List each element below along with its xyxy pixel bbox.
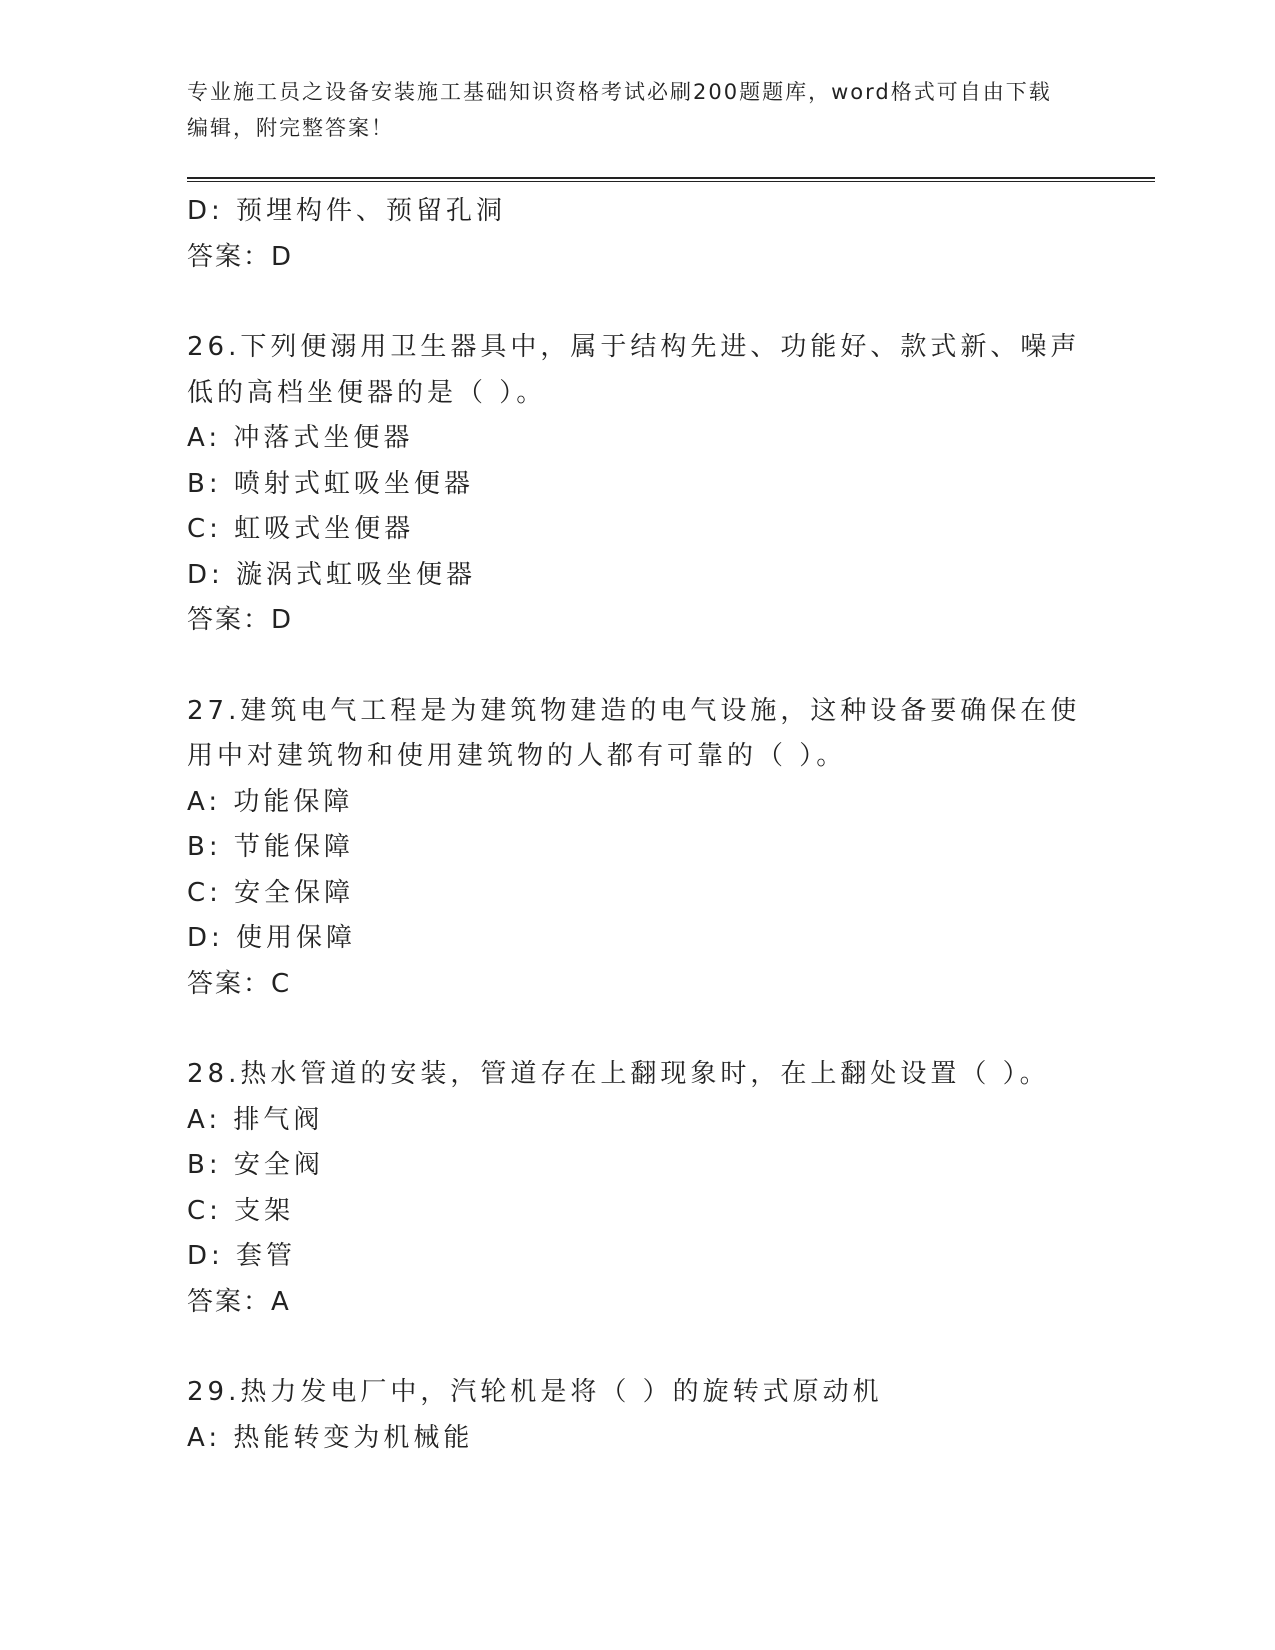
- option-b: B: 节能保障: [187, 832, 354, 862]
- question-stem: 26.下列便溺用卫生器具中，属于结构先进、功能好、款式新、噪声低的高档坐便器的是（ ）。: [187, 332, 1081, 408]
- question-26: [187, 325, 1087, 644]
- option-a: A: 热能转变为机械能: [187, 1422, 474, 1453]
- question-stem: 27.建筑电气工程是为建筑物建造的电气设施，这种设备要确保在使用中对建筑物和使用建筑物的人都有可靠的（ ）。: [187, 695, 1081, 771]
- question-28: [187, 1052, 1087, 1325]
- answer-line: 答案：A: [187, 1286, 291, 1317]
- option-c: C: 支架: [187, 1195, 295, 1226]
- question-stem: 28.热水管道的安装，管道存在上翻现象时，在上翻处设置（ ）。: [187, 1059, 1050, 1089]
- answer-line: 答案：C: [187, 968, 292, 999]
- header-divider: [187, 177, 1155, 182]
- option-b: B: 安全阀: [187, 1150, 324, 1180]
- question-list: [187, 189, 1087, 1461]
- option-c: C: 虹吸式坐便器: [187, 514, 415, 544]
- option-d: D: 使用保障: [187, 923, 357, 953]
- option-d: D: 漩涡式虹吸坐便器: [187, 559, 477, 590]
- answer-line: 答案：D: [187, 241, 294, 272]
- document-header: 专业施工员之设备安装施工基础知识资格考试必刷200题题库，word格式可自由下载编辑，附完整答案！: [187, 80, 1052, 140]
- option-b: B: 喷射式虹吸坐便器: [187, 468, 474, 499]
- option-d: D: 预埋构件、预留孔洞: [187, 196, 507, 226]
- option-c: C: 安全保障: [187, 877, 355, 908]
- option-a: A: 功能保障: [187, 786, 354, 817]
- question-stem: 29.热力发电厂中，汽轮机是将（ ）的旋转式原动机: [187, 1377, 883, 1407]
- option-a: A: 排气阀: [187, 1104, 324, 1135]
- answer-line: 答案：D: [187, 605, 294, 635]
- option-d: D: 套管: [187, 1241, 297, 1271]
- option-a: A: 冲落式坐便器: [187, 423, 414, 453]
- question-27: [187, 689, 1087, 1008]
- question-29: [187, 1370, 1087, 1461]
